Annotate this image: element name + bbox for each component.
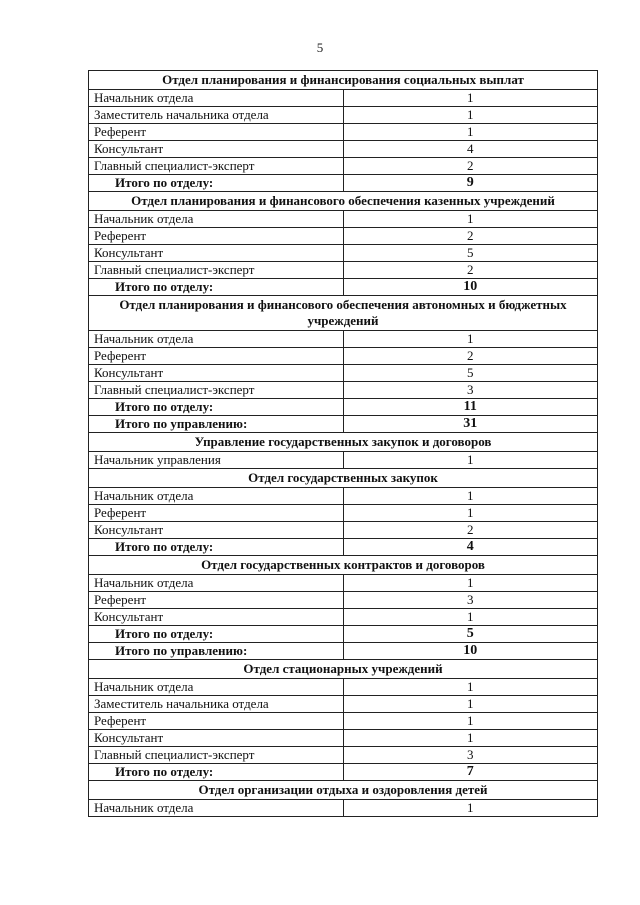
position-count: 1 xyxy=(343,107,598,124)
position-count: 2 xyxy=(343,522,598,539)
position-title: Референт xyxy=(89,348,344,365)
position-row xyxy=(89,228,598,245)
staffing-table-body xyxy=(89,71,598,817)
position-count: 1 xyxy=(343,211,598,228)
position-title: Главный специалист-эксперт xyxy=(89,158,344,175)
position-title: Референт xyxy=(89,228,344,245)
position-row xyxy=(89,331,598,348)
total-label: Итого по отделу: xyxy=(89,279,344,296)
position-row xyxy=(89,522,598,539)
total-label: Итого по отделу: xyxy=(89,626,344,643)
position-row xyxy=(89,90,598,107)
department-heading-row xyxy=(89,556,598,575)
position-title: Референт xyxy=(89,505,344,522)
position-row xyxy=(89,141,598,158)
total-label: Итого по управлению: xyxy=(89,643,344,660)
position-count: 1 xyxy=(343,488,598,505)
position-count: 1 xyxy=(343,696,598,713)
position-row xyxy=(89,592,598,609)
position-title: Консультант xyxy=(89,730,344,747)
total-count: 5 xyxy=(343,626,598,643)
department-heading: Отдел планирования и финансового обеспечения казенных учреждений xyxy=(89,192,598,211)
total-count: 9 xyxy=(343,175,598,192)
position-title: Начальник отдела xyxy=(89,488,344,505)
position-title: Референт xyxy=(89,713,344,730)
position-count: 1 xyxy=(343,713,598,730)
department-heading-row xyxy=(89,781,598,800)
department-heading-row xyxy=(89,660,598,679)
position-title: Главный специалист-эксперт xyxy=(89,262,344,279)
position-title: Консультант xyxy=(89,609,344,626)
position-row xyxy=(89,365,598,382)
position-row xyxy=(89,800,598,817)
position-title: Главный специалист-эксперт xyxy=(89,747,344,764)
position-count: 1 xyxy=(343,730,598,747)
total-count: 10 xyxy=(343,279,598,296)
department-heading: Отдел стационарных учреждений xyxy=(89,660,598,679)
department-heading: Управление государственных закупок и договоров xyxy=(89,433,598,452)
position-count: 1 xyxy=(343,505,598,522)
total-count: 10 xyxy=(343,643,598,660)
position-title: Начальник отдела xyxy=(89,90,344,107)
position-title: Референт xyxy=(89,124,344,141)
position-title: Начальник отдела xyxy=(89,679,344,696)
total-row xyxy=(89,764,598,781)
position-row xyxy=(89,505,598,522)
position-row xyxy=(89,575,598,592)
position-count: 2 xyxy=(343,228,598,245)
total-row xyxy=(89,626,598,643)
position-count: 2 xyxy=(343,158,598,175)
total-label: Итого по управлению: xyxy=(89,416,344,433)
position-count: 4 xyxy=(343,141,598,158)
position-row xyxy=(89,107,598,124)
position-row xyxy=(89,124,598,141)
position-row xyxy=(89,245,598,262)
department-heading: Отдел планирования и финансирования социальных выплат xyxy=(89,71,598,90)
position-count: 5 xyxy=(343,245,598,262)
position-count: 1 xyxy=(343,679,598,696)
total-row xyxy=(89,399,598,416)
department-heading-row xyxy=(89,71,598,90)
department-heading-row xyxy=(89,469,598,488)
total-row xyxy=(89,279,598,296)
department-heading: Отдел государственных контрактов и договоров xyxy=(89,556,598,575)
position-count: 5 xyxy=(343,365,598,382)
total-label: Итого по отделу: xyxy=(89,399,344,416)
position-row xyxy=(89,609,598,626)
position-title: Консультант xyxy=(89,522,344,539)
position-title: Начальник отдела xyxy=(89,800,344,817)
total-label: Итого по отделу: xyxy=(89,175,344,192)
total-row xyxy=(89,539,598,556)
page-number: 5 xyxy=(316,40,324,55)
position-title: Консультант xyxy=(89,245,344,262)
position-title: Консультант xyxy=(89,141,344,158)
position-title: Начальник управления xyxy=(89,452,344,469)
position-count: 3 xyxy=(343,747,598,764)
position-row xyxy=(89,488,598,505)
position-count: 1 xyxy=(343,800,598,817)
position-count: 1 xyxy=(343,575,598,592)
department-heading-row xyxy=(89,433,598,452)
position-row xyxy=(89,730,598,747)
total-row xyxy=(89,643,598,660)
position-title: Референт xyxy=(89,592,344,609)
total-label: Итого по отделу: xyxy=(89,764,344,781)
position-title: Начальник отдела xyxy=(89,331,344,348)
position-row xyxy=(89,452,598,469)
position-row xyxy=(89,262,598,279)
position-row xyxy=(89,211,598,228)
department-heading-row xyxy=(89,296,598,331)
position-row xyxy=(89,382,598,399)
position-count: 1 xyxy=(343,124,598,141)
total-count: 4 xyxy=(343,539,598,556)
position-row xyxy=(89,696,598,713)
position-count: 3 xyxy=(343,592,598,609)
position-title: Главный специалист-эксперт xyxy=(89,382,344,399)
position-title: Консультант xyxy=(89,365,344,382)
position-count: 1 xyxy=(343,452,598,469)
position-title: Начальник отдела xyxy=(89,575,344,592)
position-count: 3 xyxy=(343,382,598,399)
department-heading: Отдел планирования и финансового обеспечения автономных и бюджетных учреждений xyxy=(89,296,598,331)
position-row xyxy=(89,713,598,730)
position-count: 1 xyxy=(343,331,598,348)
position-title: Заместитель начальника отдела xyxy=(89,696,344,713)
total-count: 11 xyxy=(343,399,598,416)
position-title: Начальник отдела xyxy=(89,211,344,228)
position-row xyxy=(89,679,598,696)
total-row xyxy=(89,416,598,433)
total-label: Итого по отделу: xyxy=(89,539,344,556)
position-count: 1 xyxy=(343,90,598,107)
position-row xyxy=(89,747,598,764)
staffing-table xyxy=(88,70,598,817)
total-count: 31 xyxy=(343,416,598,433)
total-row xyxy=(89,175,598,192)
department-heading-row xyxy=(89,192,598,211)
department-heading: Отдел организации отдыха и оздоровления детей xyxy=(89,781,598,800)
department-heading: Отдел государственных закупок xyxy=(89,469,598,488)
position-count: 2 xyxy=(343,262,598,279)
position-title: Заместитель начальника отдела xyxy=(89,107,344,124)
position-count: 1 xyxy=(343,609,598,626)
position-row xyxy=(89,158,598,175)
total-count: 7 xyxy=(343,764,598,781)
position-row xyxy=(89,348,598,365)
position-count: 2 xyxy=(343,348,598,365)
